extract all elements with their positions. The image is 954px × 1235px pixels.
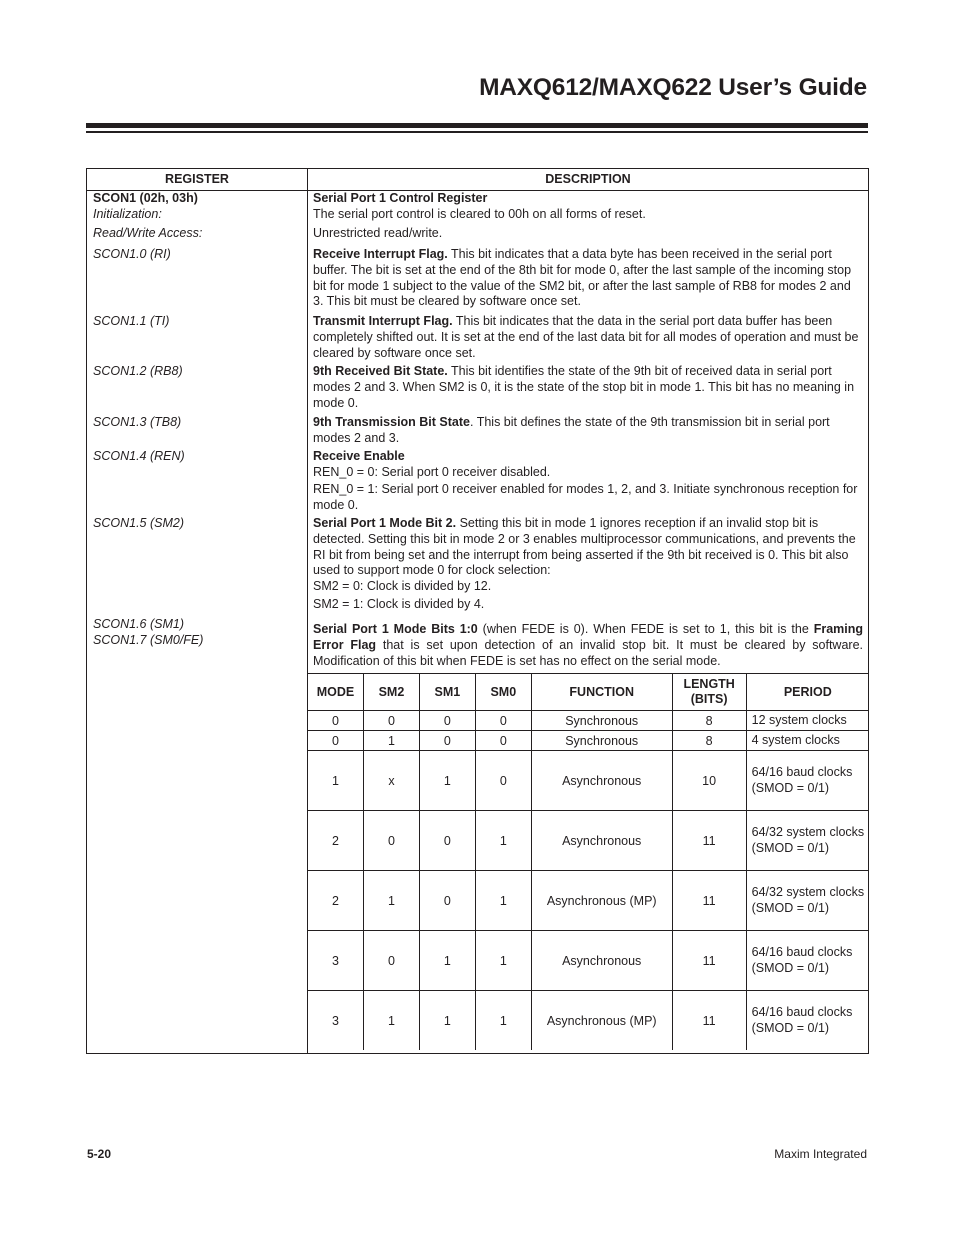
length-cell: 8 — [672, 731, 746, 751]
length-cell: 10 — [672, 751, 746, 811]
title-rule-thin — [86, 131, 868, 133]
function-cell: Asynchronous — [531, 931, 672, 991]
period-cell: 64/32 system clocks (SMOD = 0/1) — [746, 871, 869, 931]
bit4-heading: Receive Enable — [313, 449, 405, 463]
register-title-cell — [313, 191, 863, 223]
length-cell: 11 — [672, 991, 746, 1051]
period-cell: 64/16 baud clocks (SMOD = 0/1) — [746, 991, 869, 1051]
function-cell: Synchronous — [531, 711, 672, 731]
table-row — [308, 731, 870, 751]
function-cell: Asynchronous — [531, 811, 672, 871]
title-rule-thick — [86, 123, 868, 128]
sm1-cell: 1 — [419, 751, 475, 811]
mode-table — [307, 673, 869, 1050]
init-description: The serial port control is cleared to 00h on all forms of reset. — [313, 206, 646, 221]
function-cell: Asynchronous (MP) — [531, 991, 672, 1051]
mode-header: MODE — [308, 674, 364, 711]
bit0-body: This bit indicates that a data byte has been received in the serial port buffer. The bit is set at the end of the 8th bit for mode 0, after the last sample of the incoming stop bit for mode 1 subject to the value of the SM2 bit, or after the last sample of RB8 for modes 2 and 3. This bit must be cleared by software once set. — [313, 247, 852, 309]
table-row — [308, 871, 870, 931]
register-name-cell — [93, 191, 303, 222]
bit67-body-1: (when FEDE is 0). When FEDE is set to 1, this bit is the — [477, 622, 814, 636]
framing-error-flag: Framing Error Flag — [313, 622, 863, 652]
sm1-cell: 0 — [419, 871, 475, 931]
bit5-heading: Serial Port 1 Mode Bit 2. — [313, 516, 457, 530]
mode-cell: 3 — [308, 931, 364, 991]
table-row — [308, 711, 870, 731]
bit2-label: SCON1.2 (RB8) — [93, 364, 183, 378]
bit6-label: SCON1.6 (SM1) — [93, 617, 184, 631]
description-column-header: DESCRIPTION — [545, 172, 631, 186]
register-name: SCON1 (02h, 03h) — [93, 191, 198, 205]
sm1-cell: 1 — [419, 991, 475, 1051]
sm1-header: SM1 — [419, 674, 475, 711]
mode-cell: 2 — [308, 871, 364, 931]
bit1-description — [313, 314, 863, 361]
bit0-description — [313, 247, 863, 310]
bit5-description — [313, 516, 863, 595]
register-column-header: REGISTER — [165, 172, 229, 186]
sm2-cell: 0 — [363, 931, 419, 991]
bit2-description — [313, 364, 863, 411]
mode-cell: 1 — [308, 751, 364, 811]
mode-cell: 0 — [308, 711, 364, 731]
period-cell: 12 system clocks — [746, 711, 869, 731]
sm2-header: SM2 — [363, 674, 419, 711]
company-name: Maxim Integrated — [774, 1147, 867, 1161]
page-number: 5-20 — [87, 1147, 112, 1161]
sm2-cell: 0 — [363, 711, 419, 731]
table-row — [308, 751, 870, 811]
function-cell: Asynchronous — [531, 751, 672, 811]
sm2-cell: 1 — [363, 991, 419, 1051]
period-cell: 64/16 baud clocks (SMOD = 0/1) — [746, 751, 869, 811]
sm2-cell: 1 — [363, 731, 419, 751]
mode-cell: 0 — [308, 731, 364, 751]
sm2-cell: 0 — [363, 811, 419, 871]
ren-0-text: REN_0 = 0: Serial port 0 receiver disabled. — [313, 464, 551, 479]
bit1-label: SCON1.1 (TI) — [93, 314, 170, 328]
sm0-cell: 0 — [475, 731, 531, 751]
function-cell: Synchronous — [531, 731, 672, 751]
sm0-cell: 0 — [475, 711, 531, 731]
length-cell: 11 — [672, 871, 746, 931]
period-cell: 64/16 baud clocks (SMOD = 0/1) — [746, 931, 869, 991]
sm2-cell: 1 — [363, 871, 419, 931]
function-cell: Asynchronous (MP) — [531, 871, 672, 931]
ren-1-text: REN_0 = 1: Serial port 0 receiver enabled for modes 1, 2, and 3. Initiate synchronous reception for mode 0. — [313, 482, 858, 512]
bit67-heading: Serial Port 1 Mode Bits 1:0 — [313, 622, 478, 636]
sm0-cell: 0 — [475, 751, 531, 811]
sm0-cell: 1 — [475, 991, 531, 1051]
bit0-heading: Receive Interrupt Flag. — [313, 247, 448, 261]
bit3-label: SCON1.3 (TB8) — [93, 415, 182, 429]
bit5-body: Setting this bit in mode 1 ignores reception if an invalid stop bit is detected. Setting this bit in mode 2 or 3 enables multiprocessor communications, and prevents the RI bit from being set and the interrupt from being asserted if the 9th bit received is 0. This bit also used to support mode 0 for clock selection: — [313, 516, 856, 578]
length-cell: 11 — [672, 931, 746, 991]
bit67-description — [313, 622, 863, 669]
mode-cell: 3 — [308, 991, 364, 1051]
rw-label: Read/Write Access: — [93, 226, 203, 240]
register-table — [86, 168, 869, 1054]
sm1-cell: 0 — [419, 711, 475, 731]
bit1-heading: Transmit Interrupt Flag. — [313, 314, 453, 328]
sm0-cell: 1 — [475, 811, 531, 871]
length-header: LENGTH (BITS) — [672, 674, 746, 711]
sm1-cell: 1 — [419, 931, 475, 991]
sm2-1-text: SM2 = 1: Clock is divided by 4. — [313, 597, 485, 611]
table-row — [308, 991, 870, 1051]
bit0-label: SCON1.0 (RI) — [93, 247, 171, 261]
bit2-heading: 9th Received Bit State. — [313, 364, 448, 378]
register-description-title: Serial Port 1 Control Register — [313, 191, 488, 205]
period-cell: 64/32 system clocks (SMOD = 0/1) — [746, 811, 869, 871]
function-header: FUNCTION — [531, 674, 672, 711]
bit67-body-2: that is set upon detection of an invalid stop bit. It must be cleared by software. Modification of this bit when FEDE is set has no effect on the serial mode. — [313, 637, 863, 668]
sm0-cell: 1 — [475, 931, 531, 991]
sm0-cell: 1 — [475, 871, 531, 931]
sm1-cell: 0 — [419, 811, 475, 871]
period-cell: 4 system clocks — [746, 731, 869, 751]
sm1-cell: 0 — [419, 731, 475, 751]
length-cell: 8 — [672, 711, 746, 731]
period-header: PERIOD — [746, 674, 869, 711]
bit3-heading: 9th Transmission Bit State — [313, 415, 470, 429]
bit5-label: SCON1.5 (SM2) — [93, 516, 184, 530]
rw-description: Unrestricted read/write. — [313, 226, 443, 240]
sm2-cell: x — [363, 751, 419, 811]
bit4-description — [313, 449, 863, 481]
sm0-header: SM0 — [475, 674, 531, 711]
mode-cell: 2 — [308, 811, 364, 871]
page-title: MAXQ612/MAXQ622 User’s Guide — [479, 74, 867, 101]
mode-table-header-row — [308, 674, 870, 711]
bit3-body: . This bit defines the state of the 9th transmission bit in serial port modes 2 and 3. — [313, 415, 830, 445]
bit1-body: This bit indicates that the data in the serial port data buffer has been completely shifted out. It is set at the end of the last data bit for all modes of operation and must be cleared by software once set. — [313, 314, 859, 360]
bit4-label: SCON1.4 (REN) — [93, 449, 185, 463]
bit3-description — [313, 415, 863, 447]
table-row — [308, 931, 870, 991]
length-cell: 11 — [672, 811, 746, 871]
bit2-body: This bit identifies the state of the 9th bit of received data in serial port modes 2 and 3. When SM2 is 0, it is the state of the stop bit in mode 1. This bit has no meaning in mode 0. — [313, 364, 855, 410]
init-label: Initialization: — [93, 206, 162, 221]
bit7-label: SCON1.7 (SM0/FE) — [93, 632, 204, 647]
table-row — [308, 811, 870, 871]
sm2-0-text: SM2 = 0: Clock is divided by 12. — [313, 579, 492, 594]
